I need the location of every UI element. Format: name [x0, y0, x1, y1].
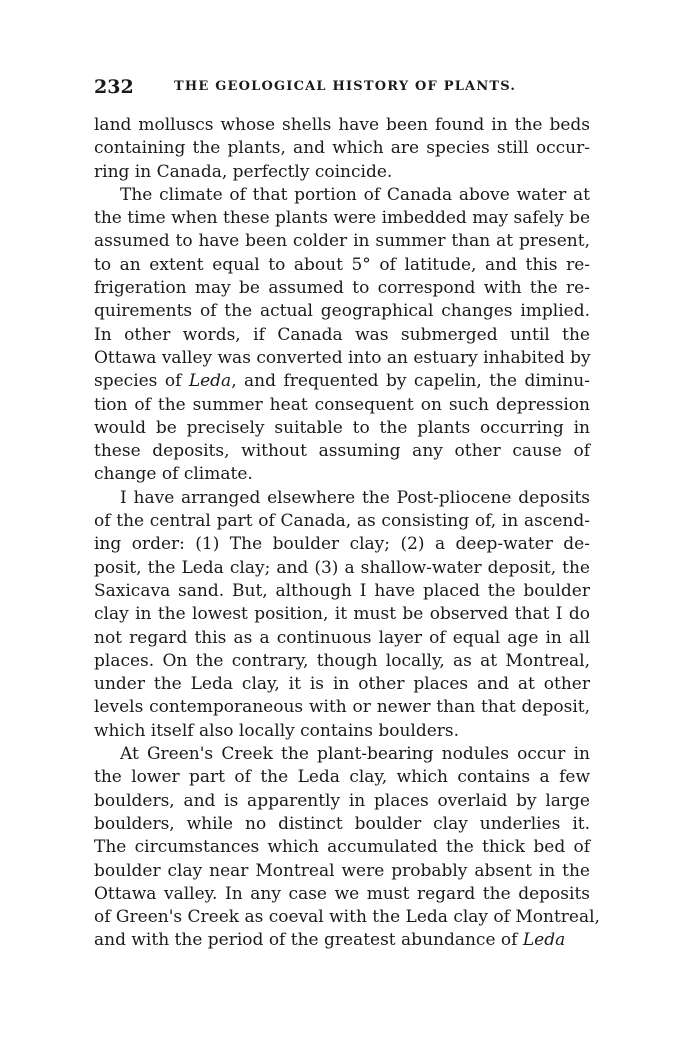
text-line: quirements of the actual geographical changes implied.	[94, 301, 590, 322]
paragraph	[94, 114, 590, 184]
text-line: Ottawa valley. In any case we must regard the deposits	[94, 883, 590, 904]
text-line: tion of the summer heat consequent on such depression	[94, 394, 590, 415]
text-line: At Green's Creek the plant-bearing nodules occur in	[120, 744, 590, 765]
text-line: boulders, while no distinct boulder clay underlies it.	[94, 813, 590, 834]
page-header	[94, 76, 594, 102]
text-line: The circumstances which accumulated the thick bed of	[94, 837, 590, 858]
text-line: and with the period of the greatest abundance of Leda	[94, 930, 566, 951]
paragraph	[94, 487, 590, 743]
text-line: Ottawa valley was converted into an estuary inhabited by	[94, 347, 591, 368]
text-line: change of climate.	[94, 464, 253, 485]
page-number: 232	[94, 76, 134, 98]
text-line: I have arranged elsewhere the Post-pliocene deposits	[120, 487, 590, 508]
text-line: boulder clay near Montreal were probably absent in the	[94, 860, 590, 881]
body-text	[94, 114, 600, 953]
text-line: levels contemporaneous with or newer than that deposit,	[94, 697, 590, 718]
text-line: species of Leda, and frequented by capelin, the diminu-	[94, 371, 590, 392]
text-line: ring in Canada, perfectly coincide.	[94, 161, 393, 182]
text-line: Saxicava sand. But, although I have placed the boulder	[94, 580, 590, 601]
text-line: ing order: (1) The boulder clay; (2) a deep-water de-	[94, 534, 590, 555]
text-line: clay in the lowest position, it must be observed that I do	[94, 604, 590, 625]
text-line: under the Leda clay, it is in other places and at other	[94, 674, 590, 695]
text-line: which itself also locally contains boulders.	[94, 720, 460, 741]
text-line: boulders, and is apparently in places overlaid by large	[94, 790, 590, 811]
text-line: land molluscs whose shells have been found in the beds	[94, 115, 590, 135]
text-line: frigeration may be assumed to correspond with the re-	[94, 278, 590, 299]
text-line: The climate of that portion of Canada above water at	[120, 184, 590, 205]
text-line: containing the plants, and which are species still occur-	[94, 138, 590, 159]
paragraph	[94, 743, 600, 953]
text-line: places. On the contrary, though locally, as at Montreal,	[94, 650, 590, 671]
text-line: the lower part of the Leda clay, which contains a few	[94, 767, 590, 788]
text-line: the time when these plants were imbedded may safely be	[94, 208, 591, 229]
text-line: these deposits, without assuming any other cause of	[94, 441, 590, 462]
paragraph	[94, 184, 590, 487]
text-line: to an extent equal to about 5° of latitude, and this re-	[94, 254, 590, 275]
text-line: not regard this as a continuous layer of equal age in all	[94, 627, 590, 648]
running-title: THE GEOLOGICAL HISTORY OF PLANTS.	[174, 79, 517, 94]
text-line: of the central part of Canada, as consisting of, in ascend-	[94, 511, 590, 532]
text-line: of Green's Creek as coeval with the Leda clay of Montreal,	[94, 907, 600, 928]
text-line: In other words, if Canada was submerged until the	[94, 324, 590, 345]
text-line: posit, the Leda clay; and (3) a shallow-water deposit, the	[94, 557, 590, 578]
italic-term: Leda	[188, 371, 232, 392]
text-line: assumed to have been colder in summer than at present,	[94, 231, 590, 252]
text-line: would be precisely suitable to the plants occurring in	[94, 417, 590, 438]
italic-term: Leda	[522, 930, 566, 951]
